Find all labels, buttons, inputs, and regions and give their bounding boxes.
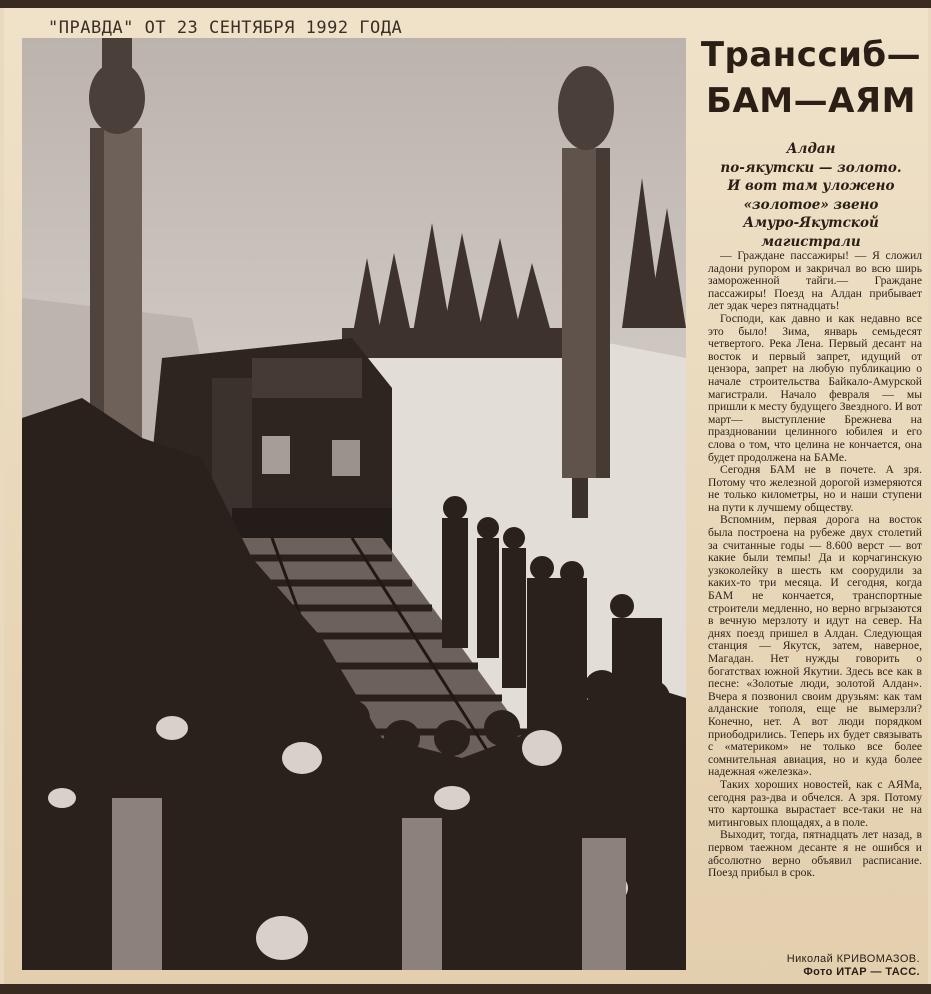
headline-line: БАМ—АЯМ <box>706 81 916 121</box>
article-paragraph: Господи, как давно и как недавно все это было! Зима, январь семьдесят четвертого. Река Лена. Первый десант на восток и первый запрет, идущий от цензора, запрет на любую публикацию о начале строительства Байкало-Амурской магистрали. Начало февраля — мы пришли к месту будущего Звездного. И вот март— выступление Брежнева на праздновании целинного юбилея и его слова о том, что целина не кончается, она будет продолжена на БАМе. <box>708 311 922 464</box>
photo-credit: Фото ИТАР — ТАСС. <box>803 966 920 978</box>
right-monument-pillar <box>558 66 614 518</box>
article-paragraph: — Граждане пассажиры! — Я сложил ладони рупором и закричал во всю ширь замороженной тайги.— Граждане пассажиры! Поезд на Алдан прибывает лет эдак через пятнадцать! <box>708 249 922 313</box>
article-subheadline: Алдан по-якутски — золото. И вот там уложено «золотое» звено Амуро-Якутской магистрали <box>720 141 902 250</box>
article-paragraph: Выходит, тогда, пятнадцать лет назад, в первом таежном десанте я не ошибся и абсолютно верно объявил расписание. Поезд прибыл в срок. <box>708 828 922 880</box>
handwritten-source-note: "ПРАВДА" ОТ 23 СЕНТЯБРЯ 1992 ГОДА <box>48 18 403 38</box>
article-paragraph: Таких хороших новостей, как с АЯМа, сегодня раз-два и обчелся. А зря. Потому что картошка вырастает все-таки не на митинговых площадях, а в поле. <box>708 777 922 829</box>
article-paragraph: Сегодня БАМ не в почете. А зря. Потому что железной дорогой измеряются не только километры, но и наши ступени на пути к лучшему обществу. <box>708 463 922 514</box>
article-credits <box>708 953 920 979</box>
top-edge-strip <box>0 0 931 8</box>
news-photo <box>22 38 686 970</box>
author-credit: Николай КРИВОМАЗОВ. <box>786 953 920 965</box>
headline-line: Транссиб— <box>700 35 922 75</box>
article-paragraph: Вспомним, первая дорога на восток была построена на рубеже двух столетий за считанные годы — 8.600 верст — вот какие были темпы! Да и корчагинскую узкоколейку в шесть км соорудили за каких-то три месяца. И сегодня, когда БАМ не кончается, транспортные строители медленно, но верно вгрызаются в вечную мерзлоту и идут на север. На днях поезд пришел в Алдан. Следующая станция — Якутск, затем, наверное, Магадан. Нет нужды говорить о богатствах южной Якутии. Здесь все как в песне: «Золотые люди, золотой Алдан». Вчера я позвонил своим друзьям: как там алданские тополя, еще не вымерзли? Конечно, нет. А вот люди порядком приободрились. Теперь их будет связывать с «материком» не только все более сомнительная авиация, но и куда более надежная «железка». <box>708 513 922 779</box>
article-body <box>708 250 922 880</box>
photo-train-arrival <box>22 38 686 970</box>
bottom-edge-strip <box>0 984 931 994</box>
article-headline <box>696 32 926 124</box>
